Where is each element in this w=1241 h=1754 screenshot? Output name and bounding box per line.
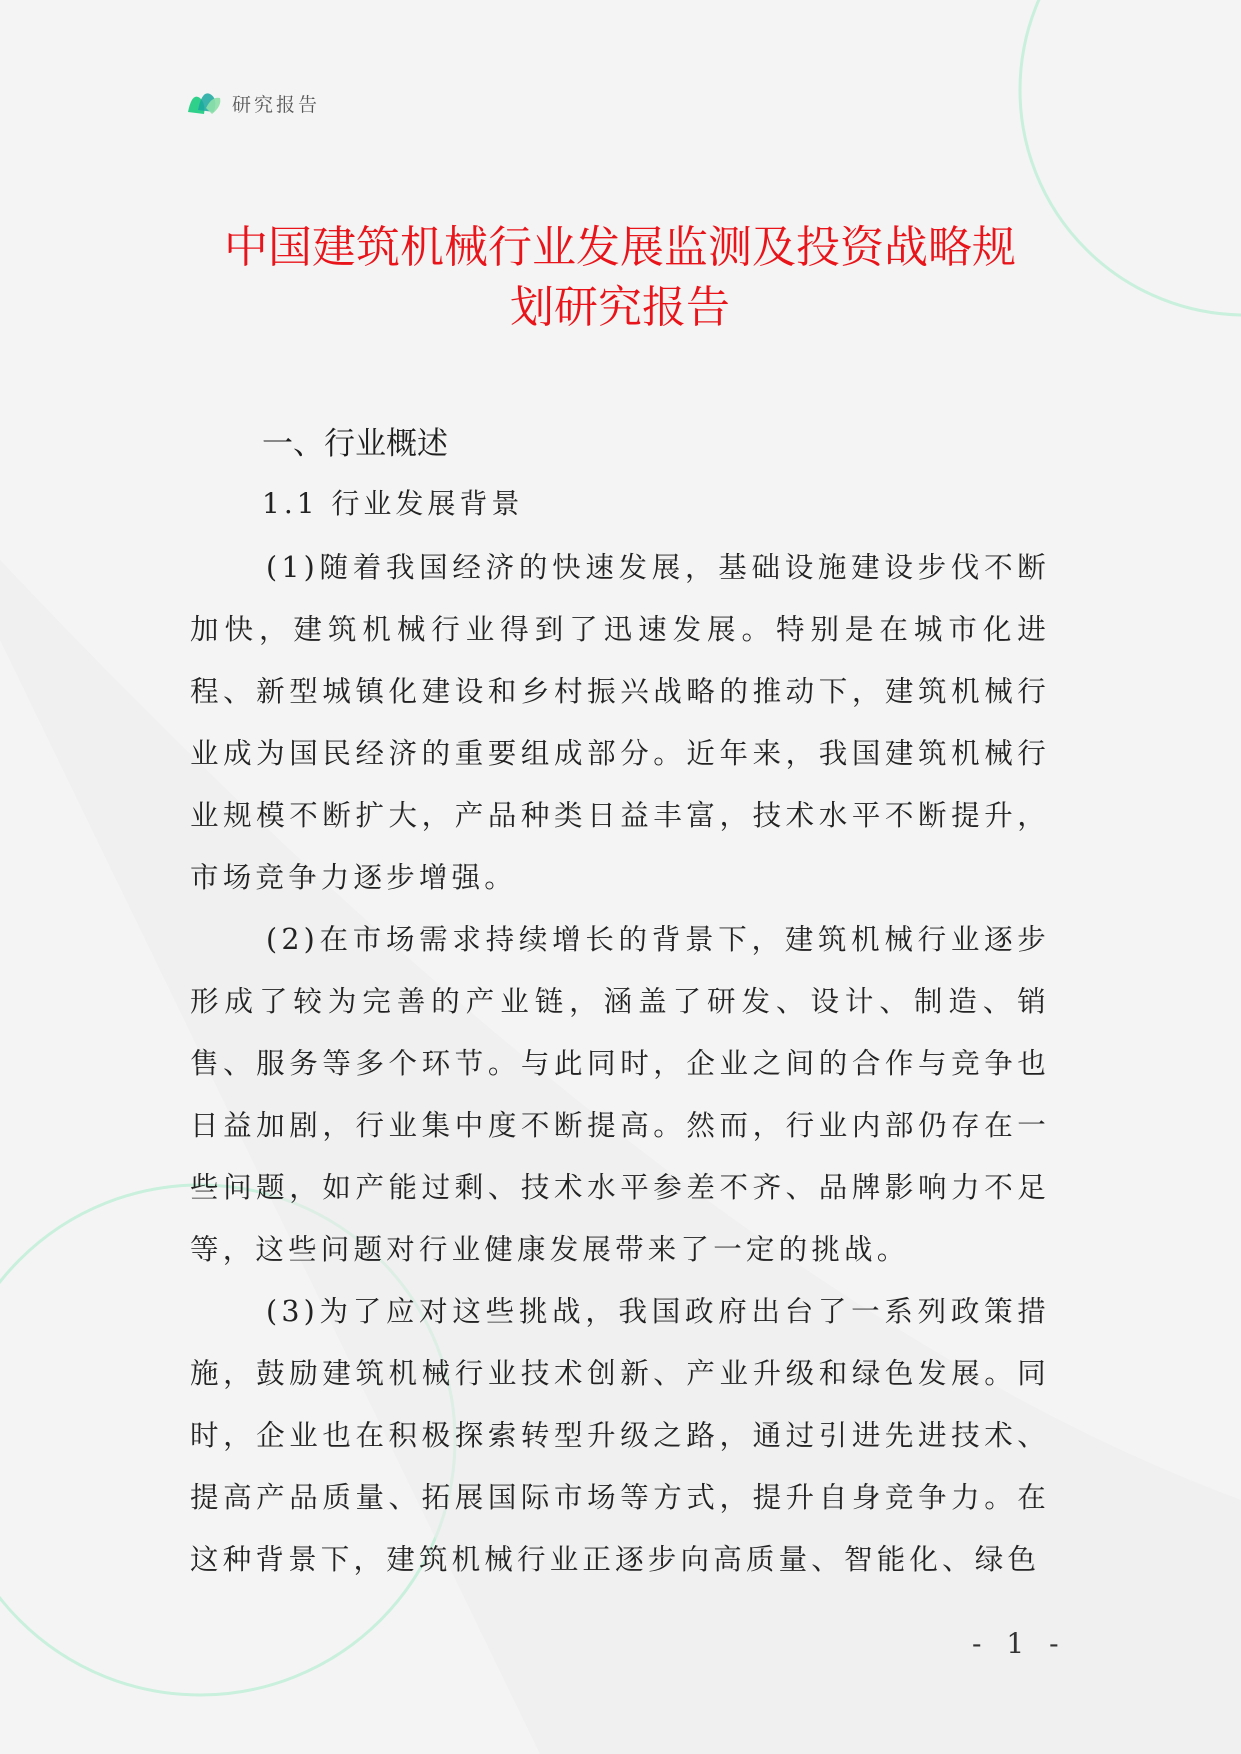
subsection-heading: 1.1 行业发展背景	[262, 487, 524, 520]
document-title	[150, 218, 1090, 338]
brand-header	[186, 88, 320, 118]
paragraph-2: (2)在市场需求持续增长的背景下，建筑机械行业逐步形成了较为完善的产业链，涵盖了研发、设计、制造、销售、服务等多个环节。与此同时，企业之间的合作与竞争也日益加剧，行业集中度不断提高。然而，行业内部仍存在一些问题，如产能过剩、技术水平参差不齐、品牌影响力不足等，这些问题对行业健康发展带来了一定的挑战。	[190, 923, 1050, 1266]
paragraph-3: (3)为了应对这些挑战，我国政府出台了一系列政策措施，鼓励建筑机械行业技术创新、产业升级和绿色发展。同时，企业也在积极探索转型升级之路，通过引进先进技术、提高产品质量、拓展国际市场等方式，提升自身竞争力。在这种背景下，建筑机械行业正逐步向高质量、智能化、绿色	[190, 1295, 1050, 1576]
document-body	[190, 537, 1050, 1591]
title-line-1: 中国建筑机械行业发展监测及投资战略规	[224, 222, 1016, 273]
section-heading: 一、行业概述	[262, 426, 448, 462]
title-line-2: 划研究报告	[510, 282, 730, 333]
brand-logo-icon	[186, 88, 222, 118]
paragraph-1: (1)随着我国经济的快速发展，基础设施建设步伐不断加快，建筑机械行业得到了迅速发展。特别是在城市化进程、新型城镇化建设和乡村振兴战略的推动下，建筑机械行业成为国民经济的重要组成部分。近年来，我国建筑机械行业规模不断扩大，产品种类日益丰富，技术水平不断提升，市场竞争力逐步增强。	[190, 551, 1050, 894]
page-number: - 1 -	[972, 1627, 1067, 1660]
brand-label: 研究报告	[232, 93, 321, 116]
